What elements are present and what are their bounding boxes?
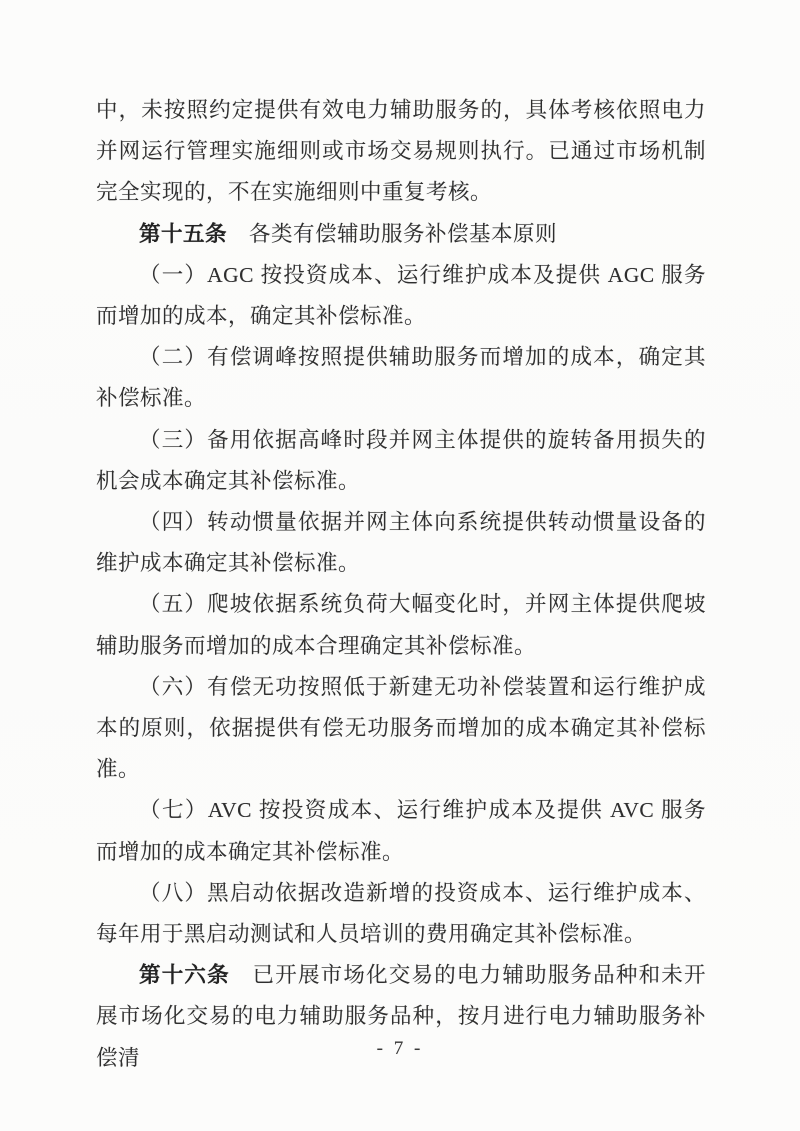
body-paragraph: （七）AVC 按投资成本、运行维护成本及提供 AVC 服务而增加的成本确定其补偿标准。 (96, 798, 706, 864)
body-paragraph: （六）有偿无功按照低于新建无功补偿装置和运行维护成本的原则，依据提供有偿无功服务而增加的成本确定其补偿标准。 (96, 674, 706, 782)
article-number: 第十六条 (139, 963, 230, 988)
article-paragraph: 第十五条 各类有偿辅助服务补偿基本原则 (139, 221, 558, 246)
body-paragraph: （一）AGC 按投资成本、运行维护成本及提供 AGC 服务而增加的成本，确定其补偿标准。 (96, 262, 706, 329)
body-paragraph: （四）转动惯量依据并网主体向系统提供转动惯量设备的维护成本确定其补偿标准。 (96, 510, 706, 576)
page-number: - 7 - (376, 1038, 424, 1059)
article-number: 第十五条 (139, 221, 228, 246)
body-paragraph: （五）爬坡依据系统负荷大幅变化时，并网主体提供爬坡辅助服务而增加的成本合理确定其补偿标准。 (96, 592, 706, 658)
body-paragraph: （二）有偿调峰按照提供辅助服务而增加的成本，确定其补偿标准。 (96, 345, 706, 411)
article-paragraph: 第十六条 已开展市场化交易的电力辅助服务品种和未开展市场化交易的电力辅助服务品种，按月进行电力辅助服务补偿清 (96, 963, 706, 1070)
body-paragraph: （三）备用依据高峰时段并网主体提供的旋转备用损失的机会成本确定其补偿标准。 (96, 427, 706, 493)
body-paragraph: （八）黑启动依据改造新增的投资成本、运行维护成本、每年用于黑启动测试和人员培训的费用确定其补偿标准。 (96, 880, 706, 947)
document-body (96, 90, 706, 1079)
body-paragraph: 中，未按照约定提供有效电力辅助服务的，具体考核依照电力并网运行管理实施细则或市场交易规则执行。已通过市场机制完全实现的，不在实施细则中重复考核。 (96, 98, 706, 205)
